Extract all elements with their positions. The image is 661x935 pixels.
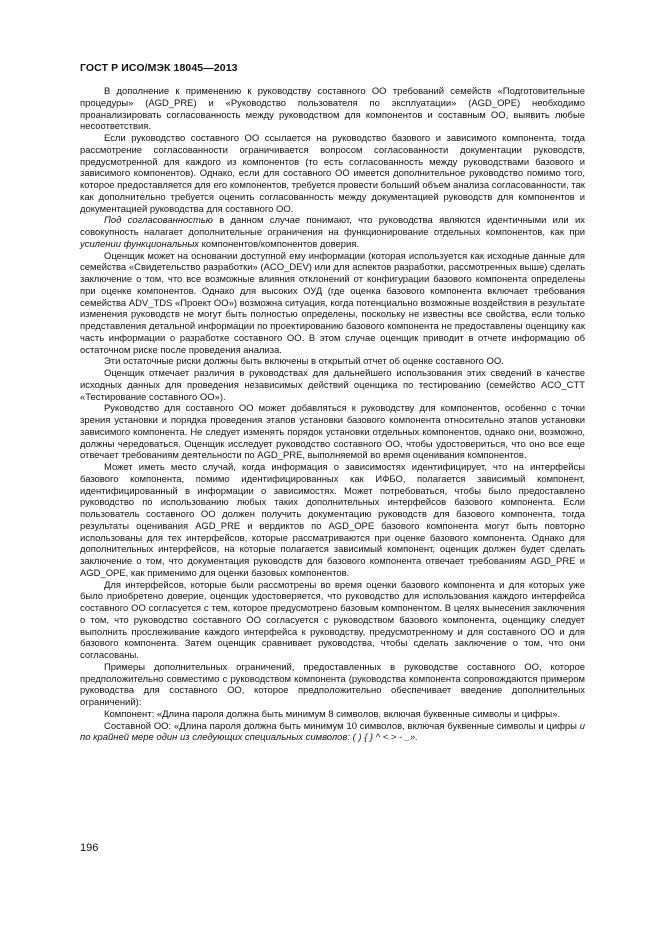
paragraph-text: Составной ОО: «Длина пароля должна быть минимум 10 символов, включая буквенные символы и цифры (104, 720, 580, 732)
paragraph (80, 215, 585, 250)
paragraph: Для интерфейсов, которые были рассмотрены во время оценки базового компонента и для которых уже было приобретено доверие, оценщик удостоверяется, что руководство для использования каждого интерфейса составного ОО согласуется с тем, которое предусмотрено базовым компонентом. В целях вынесения заключения о том, что руководство составного ОО согласуется с руководством базового компонента, оценщику следует выполнить прослеживание каждого интерфейса к руководству, предусмотренному и для составного ОО и для базового компонента. Затем оценщик сравнивает руководства, чтобы сделать заключение о том, что они согласованы. (80, 579, 585, 661)
emphasis-text: и по крайней мере один из следующих специальных символов: ( ) { } ^ < > - _». (80, 720, 585, 744)
paragraph: Руководство для составного ОО может добавляться к руководству для компонентов, особенно с точки зрения установки и порядка проведения этапов установки базового компонента относительно этапов установки зависимого компонента. Не следует изменять порядок установки отдельных компонентов, однако они, возможно, должны чередоваться. Оценщик исследует руководство составного ОО, чтобы удостовериться, что оно все еще отвечает требованиям деятельности по AGD_PRE, выполняемой во время оценивания компонентов. (80, 403, 585, 462)
emphasis-text: Под согласованностью (104, 215, 213, 227)
paragraph: Если руководство составного ОО ссылается на руководство базового и зависимого компонента, тогда рассмотрение согласованности ограничивается вопросом согласованности документации руководств, предусмотренной для каждого из компонентов (то есть согласованность между руководствами базового и зависимого компонентов). Однако, если для составного ОО имеется дополнительное руководство помимо того, которое предоставляется для его компонентов, требуется провести больший объем анализа согласованности, так как дополнительно требуется оценить согласованность между документацией руководств для компонентов и документацией руководства для составного ОО. (80, 133, 585, 215)
paragraph: Примеры дополнительных ограничений, предоставленных в руководстве составного ОО, которое предположительно совместимо с руководством компонента (руководства компонента сопровождаются примером руководства для составного ОО, которое предположительно обеспечивает введение дополнительных ограничений): (80, 661, 585, 708)
paragraph: Оценщик отмечает различия в руководствах для дальнейшего использования этих сведений в качестве исходных данных для проведения независимых действий оценщика по тестированию (семейство ACO_CTT «Тестирование составного ОО»). (80, 368, 585, 403)
document-body (80, 86, 585, 744)
page-number: 196 (80, 842, 99, 854)
emphasis-text: усилении функциональных (80, 238, 199, 250)
document-header: ГОСТ Р ИСО/МЭК 18045—2013 (80, 62, 238, 74)
paragraph: Компонент: «Длина пароля должна быть минимум 8 символов, включая буквенные символы и цифры». (104, 708, 561, 720)
paragraph: Эти остаточные риски должны быть включены в открытый отчет об оценке составного ОО. (104, 356, 504, 368)
paragraph: В дополнение к применению к руководству составного ОО требований семейств «Подготовительные процедуры» (AGD_PRE) и «Руководство пользователя по эксплуатации» (AGD_OPE) необходимо проанализировать согласованность между руководством для компонентов и составным ОО, выявить любые несоответствия. (80, 86, 585, 133)
paragraph (80, 721, 585, 745)
paragraph-text: в данном случае понимают, что руководства являются идентичными или их совокупность налагает дополнительные ограничения на функционирование отдельных компонентов, как при (80, 215, 585, 238)
paragraph: Оценщик может на основании доступной ему информации (которая используется как исходные данные для семейства «Свидетельство разработки» (ACO_DEV) или для аспектов разработки, рассмотренных выше) сделать заключение о том, что все возможные влияния отклонений от конфигурации базового компонента определены при оценке компонентов. Однако для высоких ОУД (где оценка базового компонента включает требования семейства ADV_TDS «Проект ОО») возможна ситуация, когда потенциально возможные воздействия в результате изменения руководств не могут быть полностью определены, поскольку не известны все свойства, если только представления детальной информации по проектированию базового компонента не предоставлены оценщику как часть информации о разработке составного ОО. В этом случае оценщик приводит в отчете информацию об остаточном риске после проведения анализа. (80, 250, 585, 356)
paragraph-text: компонентов/компонентов доверия. (199, 238, 359, 250)
paragraph: Может иметь место случай, когда информация о зависимостях идентифицирует, что на интерфейсы базового компонента, помимо идентифицированных как ИФБО, полагается зависимый компонент, идентифицированный в информации о зависимостях. Может потребоваться, чтобы было предоставлено руководство по использованию любых таких дополнительных интерфейсов базового компонента. Если пользователь составного ОО должен получить документацию руководств для базового компонента, тогда результаты оценивания AGD_PRE и вердиктов по AGD_OPE базового компонента могут быть повторно использованы для тех интерфейсов, которые рассматриваются при оценке базового компонента. Однако для дополнительных интерфейсов, на которые полагается зависимый компонент, оценщик должен будет сделать заключение о том, что документация руководств для базового компонента отвечает требованиям AGD_PRE и AGD_OPE, как применимо для оценки базовых компонентов. (80, 462, 585, 579)
